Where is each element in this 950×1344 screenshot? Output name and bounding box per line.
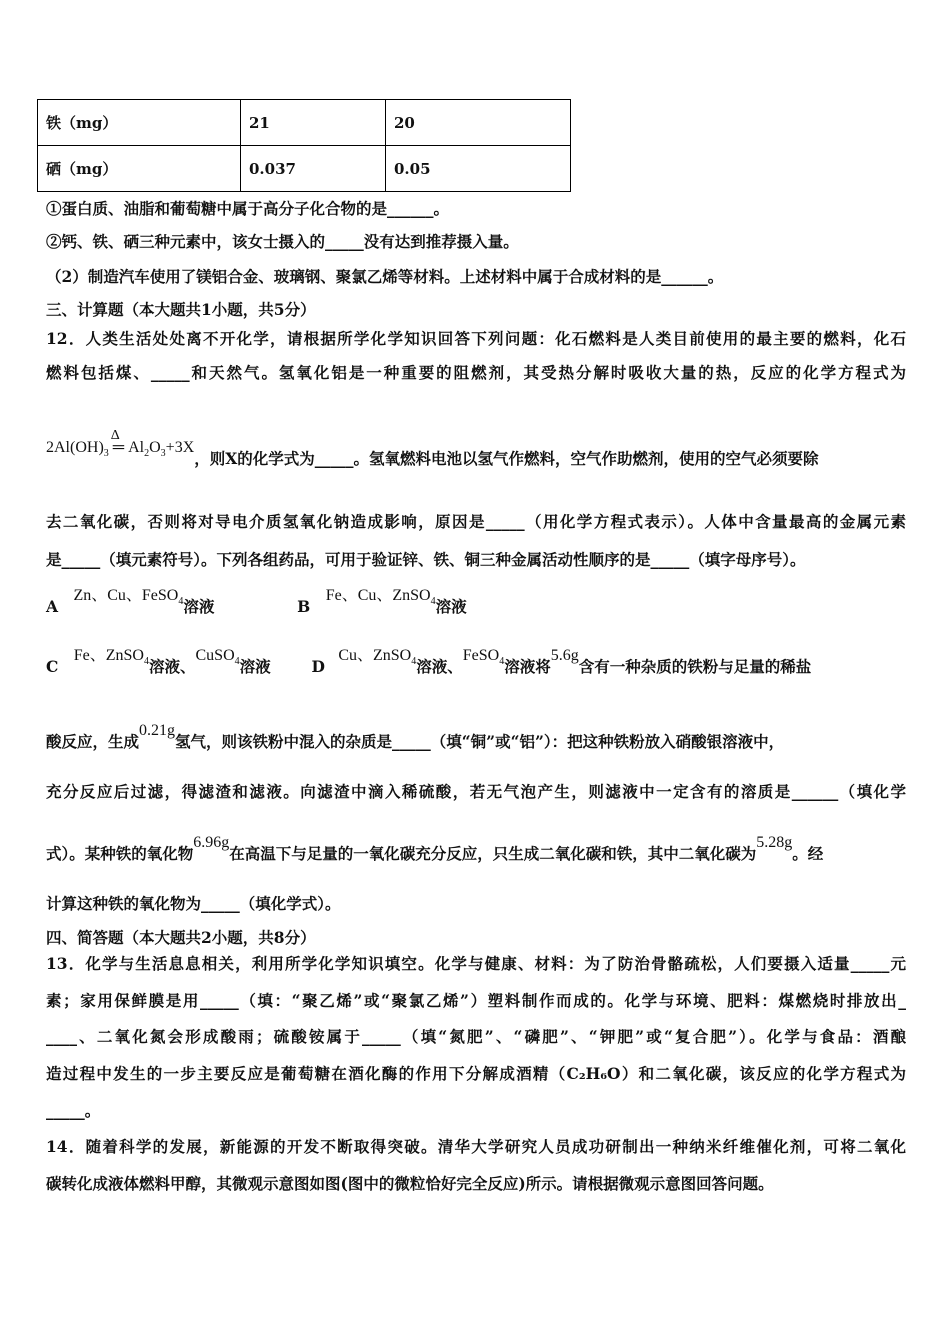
formula-sub: 4: [178, 596, 184, 607]
q12-line-9-a: 式）。某种铁的氧化物: [46, 844, 194, 863]
q12-line-9-c: 。经: [792, 844, 824, 863]
eq-right-1: Al: [128, 439, 145, 456]
table-cell: 0.037: [241, 146, 386, 192]
option-c-text-1: 溶液、: [148, 657, 196, 676]
option-c-label: C: [46, 657, 59, 676]
table-cell: 铁（mg）: [38, 100, 241, 146]
q12-equation-line: [46, 428, 906, 477]
formula-sub: 4: [430, 596, 436, 607]
table-cell: 20: [386, 100, 571, 146]
table-cell: 硒（mg）: [38, 146, 241, 192]
equation: [46, 428, 195, 459]
option-d-label: D: [311, 657, 325, 676]
option-c-formula-1: [73, 647, 149, 667]
eq-right-2-sub: 3: [160, 448, 166, 459]
q12-line-8: 充分反应后过滤，得滤渣和滤液。向滤渣中滴入稀硫酸，若无气泡产生，则滤液中一定含有的溶质是______（填化学: [46, 782, 906, 801]
mass-value-4: 5.28g: [756, 834, 793, 851]
formula-text: CuSO: [195, 647, 235, 664]
table-cell: 0.05: [386, 146, 571, 192]
formula-text: Zn、Cu、FeSO: [73, 587, 179, 604]
table-row: [38, 146, 571, 192]
q13-line-4: 造过程中发生的一步主要反应是葡萄糖在酒化酶的作用下分解成酒精（C₂H₆O）和二氧化碳，该反应的化学方程式为: [46, 1064, 906, 1083]
option-a-formula: [73, 587, 184, 607]
options-ab: [46, 587, 906, 625]
formula-sub: 4: [234, 656, 240, 667]
options-cd: [46, 647, 906, 685]
option-d-formula-2: [462, 647, 505, 667]
mass-value-3: 6.96g: [193, 834, 230, 851]
option-b-formula: [325, 587, 436, 607]
q12-line-1: 12．人类生活处处离不开化学，请根据所学化学知识回答下列问题：化石燃料是人类目前使用的最主要的燃料，化石: [46, 329, 906, 348]
q11-line-2: ②钙、铁、硒三种元素中，该女士摄入的_____没有达到推荐摄入量。: [46, 232, 519, 251]
formula-sub: 4: [143, 656, 149, 667]
formula-text: Cu、ZnSO: [338, 647, 412, 664]
option-a-text: 溶液: [183, 597, 215, 616]
q12-line-10: 计算这种铁的氧化物为_____（填化学式）。: [46, 894, 341, 913]
q13-line-2: 素；家用保鲜膜是用_____（填：“聚乙烯”或“聚氯乙烯”）塑料制作而成的。化学与环境、肥料：煤燃烧时排放出_: [46, 991, 906, 1010]
option-c-formula-2: [195, 647, 240, 667]
eq-right-1-sub: 2: [144, 448, 150, 459]
option-b-text: 溶液: [435, 597, 467, 616]
q12-line-7: [46, 722, 906, 754]
q13-line-5: _____。: [46, 1101, 101, 1120]
q13-line-1: 13．化学与生活息息相关，利用所学化学知识填空。化学与健康、材料：为了防治骨骼疏松，人们要摄入适量_____元: [46, 954, 906, 973]
eq-right-3: +3X: [165, 439, 195, 456]
formula-text: Fe、Cu、ZnSO: [325, 587, 431, 604]
eq-left-sub: 3: [103, 448, 109, 459]
table-row: [38, 100, 571, 146]
q11-line-1: ①蛋白质、油脂和葡萄糖中属于高分子化合物的是______。: [46, 199, 450, 218]
table-cell: 21: [241, 100, 386, 146]
q12-line-4: 去二氧化碳，否则将对导电介质氢氧化钠造成影响，原因是_____（用化学方程式表示）。人体中含量最高的金属元素: [46, 512, 906, 531]
q11-line-3: （2）制造汽车使用了镁铝合金、玻璃钢、聚氯乙烯等材料。上述材料中属于合成材料的是______。: [46, 267, 724, 286]
delta-symbol: Δ: [110, 428, 120, 443]
option-d-formula-1: [338, 647, 417, 667]
q12-line-9-b: 在高温下与足量的一氧化碳充分反应，只生成二氧化碳和铁，其中二氧化碳为: [229, 844, 757, 863]
option-b-label: B: [297, 597, 311, 616]
eq-right-2: O: [149, 439, 161, 456]
q12-line-7-b: 氢气，则该铁粉中混入的杂质是_____（填“铜”或“铝”）：把这种铁粉放入硝酸银溶液中，: [175, 732, 785, 751]
formula-sub: 4: [411, 656, 417, 667]
q12-line-2: 燃料包括煤、_____和天然气。氢氧化铝是一种重要的阻燃剂，其受热分解时吸收大量的热，反应的化学方程式为: [46, 363, 906, 382]
mass-value-2: 0.21g: [139, 722, 176, 739]
option-a-label: A: [46, 597, 59, 616]
q12-line-3-text: ，则X的化学式为_____。氢氧燃料电池以氢气作燃料，空气作助燃剂，使用的空气必须要除: [194, 449, 819, 468]
formula-text: Fe、ZnSO: [73, 647, 144, 664]
option-c-text-2: 溶液: [239, 657, 271, 676]
option-d-text-1: 溶液、: [416, 657, 463, 676]
q13-line-3: ____、二氧化氮会形成酸雨；硫酸铵属于_____（填“氮肥”、“磷肥”、“钾肥”或“复合肥”）。化学与食品：酒酿: [46, 1027, 906, 1046]
formula-text: FeSO: [462, 647, 500, 664]
section-4-heading: 四、简答题（本大题共2小题，共8分）: [46, 928, 316, 947]
mass-value-1: 5.6g: [550, 647, 579, 664]
option-d-text-2: 溶液将: [504, 657, 551, 676]
section-3-heading: 三、计算题（本大题共1小题，共5分）: [46, 300, 316, 319]
formula-sub: 4: [499, 656, 505, 667]
q12-line-7-a: 酸反应，生成: [46, 732, 140, 751]
q14-line-2: 碳转化成液体燃料甲醇，其微观示意图如图(图中的微粒恰好完全反应)所示。请根据微观示意图回答问题。: [46, 1174, 774, 1193]
option-d-tail: 含有一种杂质的铁粉与足量的稀盐: [578, 657, 812, 676]
nutrient-table: [37, 99, 571, 192]
eq-left: 2Al(OH): [46, 439, 104, 456]
q14-line-1: 14．随着科学的发展，新能源的开发不断取得突破。清华大学研究人员成功研制出一种纳米纤维催化剂，可将二氧化: [46, 1137, 906, 1156]
q12-line-9: [46, 834, 906, 866]
eq-delta-sign: Δ ═: [109, 439, 128, 456]
q12-line-5: 是_____（填元素符号）。下列各组药品，可用于验证锌、铁、铜三种金属活动性顺序的是_____（填字母序号）。: [46, 550, 806, 569]
